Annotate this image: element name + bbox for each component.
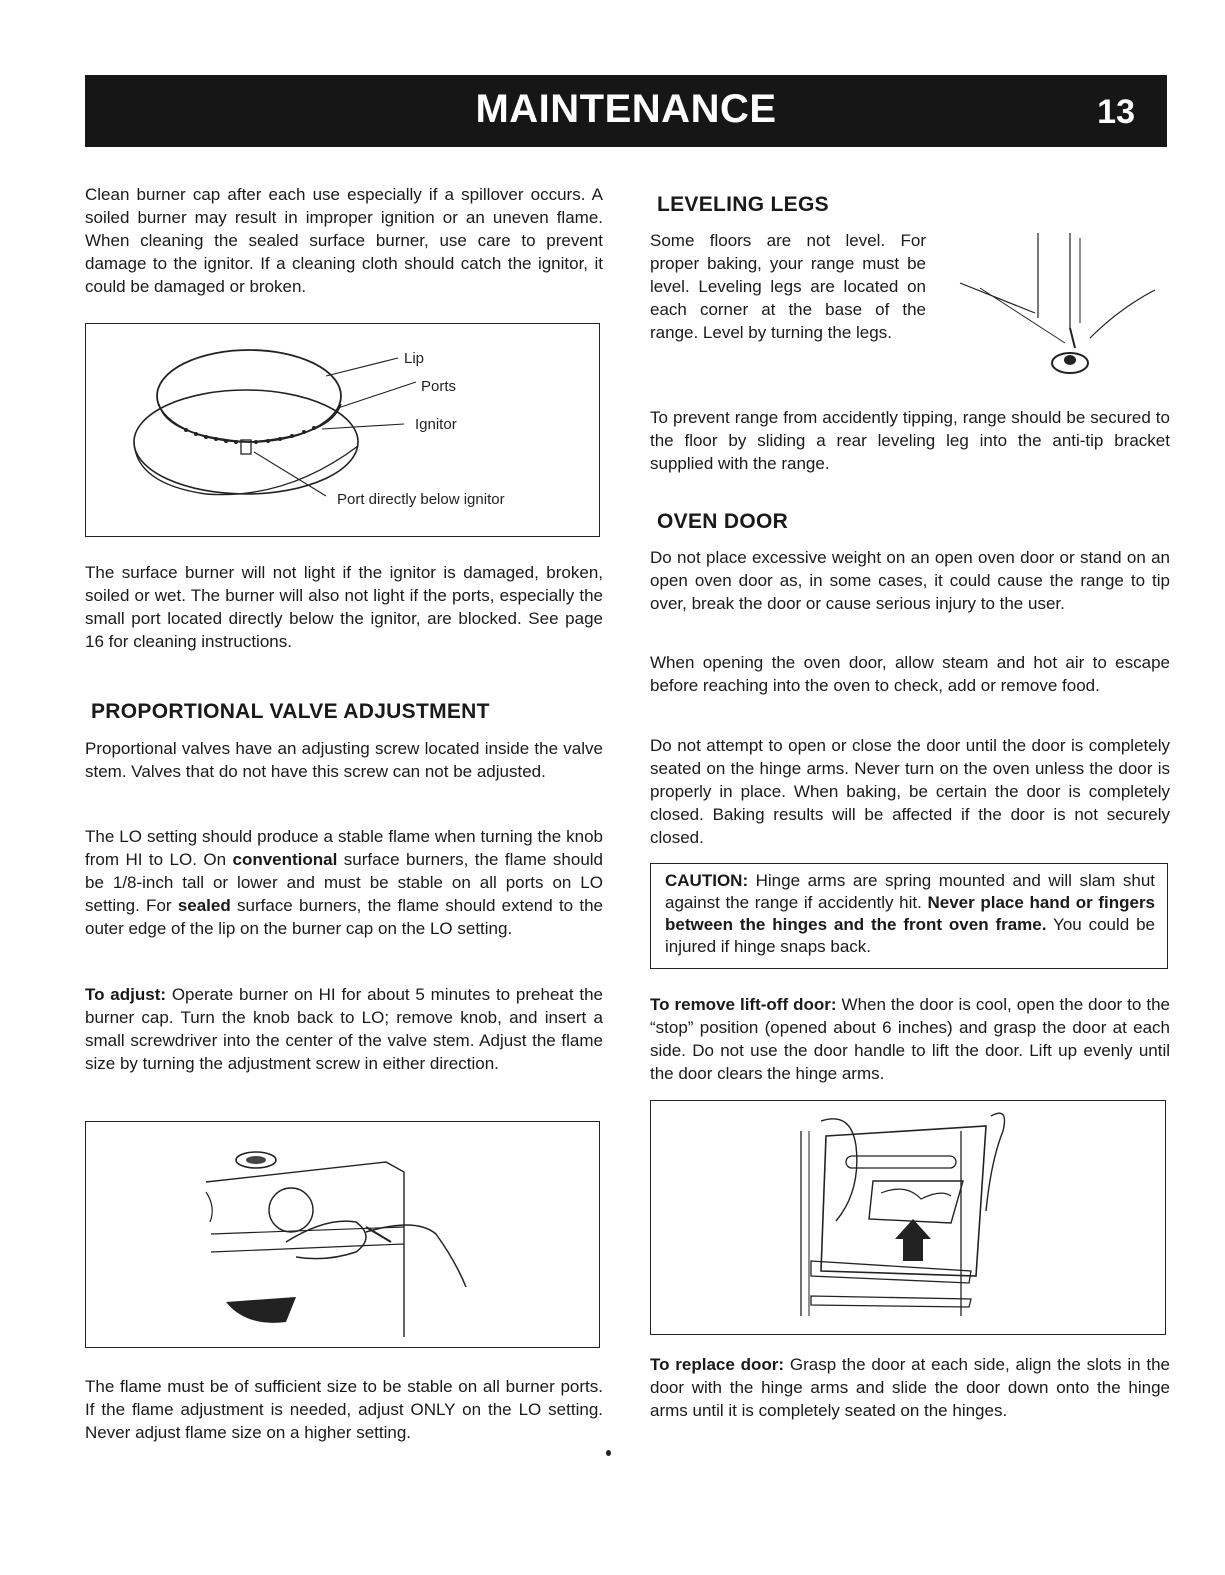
leveling-heading: LEVELING LEGS bbox=[657, 193, 829, 216]
adjust-paragraph: To adjust: Operate burner on HI for about 5 minutes to preheat the burner cap. Turn the knob back to LO; remove knob, and insert a small screwdriver into the center of the valve stem. Adjust the flame size by turning the adjustment screw in either direction. bbox=[85, 985, 604, 1073]
valve-paragraph-1: Proportional valves have an adjusting screw located inside the valve stem. Valves that do not have this screw can not be adjusted. bbox=[85, 739, 603, 781]
label-ports: Ports bbox=[421, 378, 457, 395]
valve-adjust-illustration bbox=[86, 1122, 599, 1347]
oven-door-figure bbox=[650, 1100, 1166, 1335]
tip-paragraph: To prevent range from accidently tipping, range should be secured to the floor by sliding a rear leveling leg into the anti-tip bracket supplied with the range. bbox=[650, 408, 1170, 473]
valve-adjust-figure bbox=[85, 1121, 600, 1348]
oven-paragraph-1: Do not place excessive weight on an open oven door or stand on an open oven door as, in some cases, it could cause the range to tip over, break the door or cause serious injury to the user. bbox=[650, 548, 1170, 613]
oven-door-heading: OVEN DOOR bbox=[657, 510, 789, 533]
label-port-below: Port directly below ignitor bbox=[337, 491, 505, 508]
intro-paragraph: Clean burner cap after each use especially if a spillover occurs. A soiled burner may result in improper ignition or an uneven flame. When cleaning the sealed surface burner, use care to prevent damage to the ignitor. If a cleaning cloth should catch the ignitor, it could be damaged or broken. bbox=[85, 185, 603, 296]
page-number: 13 bbox=[1097, 93, 1135, 131]
page-title: MAINTENANCE bbox=[475, 87, 777, 131]
label-lip: Lip bbox=[404, 350, 425, 367]
burner-illustration bbox=[86, 324, 599, 536]
oven-paragraph-2: When opening the oven door, allow steam and hot air to escape before reaching into the oven to check, add or remove food. bbox=[650, 653, 1170, 695]
remove-door-paragraph: To remove lift-off door: When the door is cool, open the door to the “stop” position (opened about 6 inches) and grasp the door at each side. Do not use the door handle to lift the door. Lift up evenly until the door clears the hinge arms. bbox=[650, 995, 1170, 1083]
label-ignitor: Ignitor bbox=[415, 416, 457, 433]
leveling-paragraph: Some floors are not level. For proper baking, your range must be level. Leveling legs are located on each corner at the base of the range. Level by turning the legs. bbox=[650, 231, 926, 342]
caution-box: CAUTION: Hinge arms are spring mounted and will slam shut against the range if accidently hit. Never place hand or fingers between the hinges and the front oven frame. You could be injured if hinge snaps back. bbox=[650, 863, 1168, 969]
replace-door-paragraph: To replace door: Grasp the door at each side, align the slots in the door with the hinge arms and slide the door down onto the hinge arms until it is completely seated on the hinges. bbox=[650, 1355, 1170, 1420]
leveling-leg-illustration bbox=[930, 228, 1170, 388]
oven-door-illustration bbox=[651, 1101, 1165, 1334]
header-banner bbox=[85, 75, 1167, 147]
flame-paragraph: The flame must be of sufficient size to be stable on all burner ports. If the flame adjustment is needed, adjust ONLY on the LO setting. Never adjust flame size on a higher setting. bbox=[85, 1377, 603, 1442]
burner-figure bbox=[85, 323, 600, 537]
oven-paragraph-3: Do not attempt to open or close the door until the door is completely seated on the hinge arms. Never turn on the oven unless the door is properly in place. When baking, be certain the door is completely closed. Baking results will be affected if the door is not securely closed. bbox=[650, 736, 1170, 847]
leveling-leg-figure bbox=[930, 228, 1170, 388]
valve-paragraph-2: The LO setting should produce a stable flame when turning the knob from HI to LO. On conventional surface burners, the flame should be 1/8-inch tall or lower and must be stable on all ports on LO setting. For sealed surface burners, the flame should extend to the outer edge of the lip on the burner cap on the LO setting. bbox=[85, 827, 604, 938]
bullet-dot bbox=[606, 1450, 611, 1456]
surface-burner-paragraph: The surface burner will not light if the ignitor is damaged, broken, soiled or wet. The burner will also not light if the ports, especially the small port located directly below the ignitor, are blocked. See page 16 for cleaning instructions. bbox=[85, 563, 603, 651]
valve-heading: PROPORTIONAL VALVE ADJUSTMENT bbox=[91, 700, 490, 723]
